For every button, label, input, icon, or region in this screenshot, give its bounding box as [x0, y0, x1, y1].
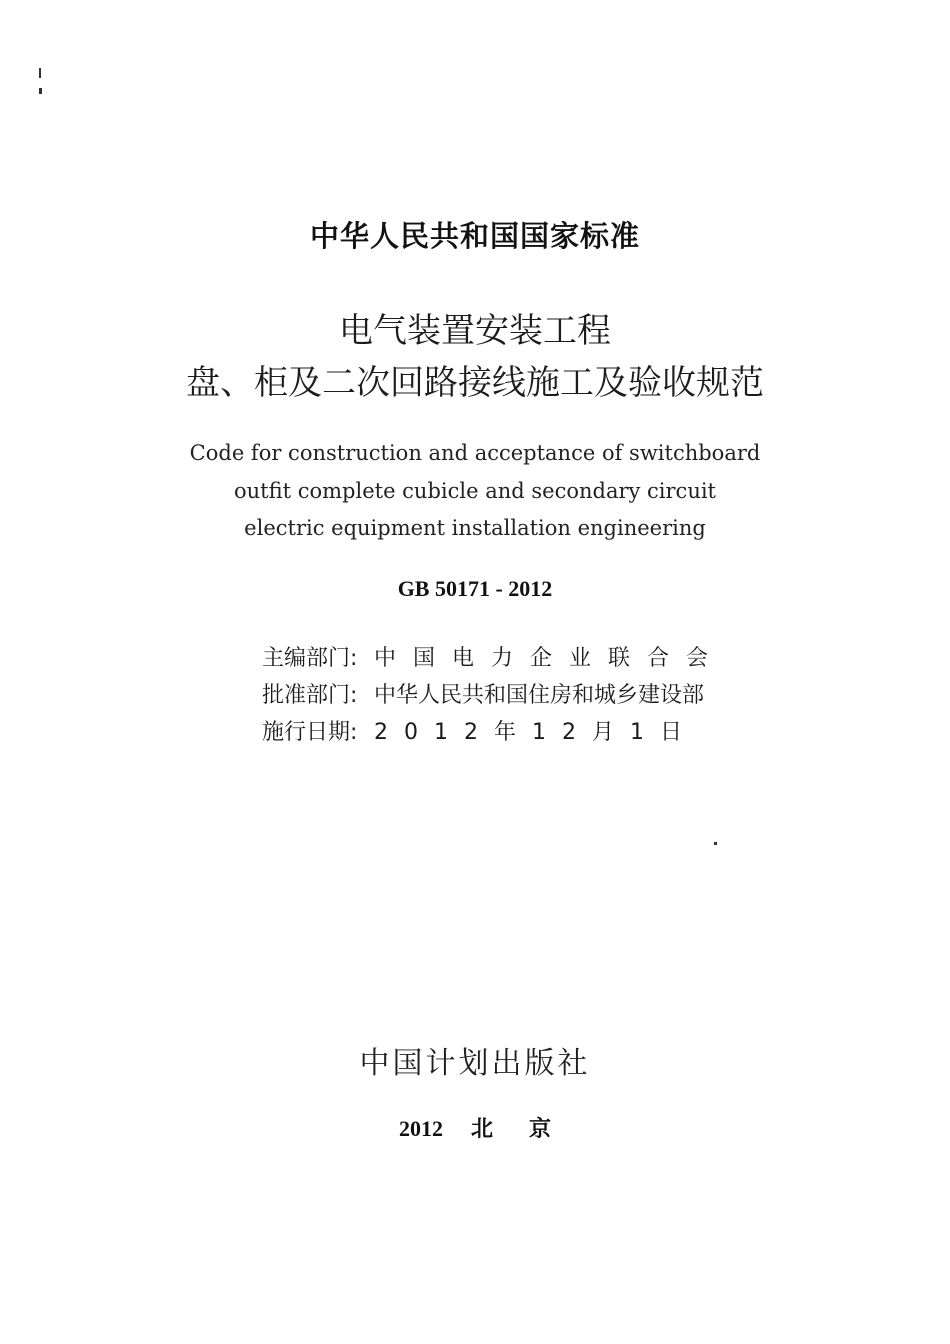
publisher-name: 中国计划出版社 [359, 1046, 591, 1081]
approver-row [262, 675, 744, 712]
publication-city-part-1: 北 [470, 1116, 493, 1141]
effective-date-label: 施行日期: [262, 720, 358, 745]
editor-value: 中国电力企业联合会 [374, 646, 726, 671]
effective-date-value: 2012年12月1日 [374, 720, 698, 745]
approver-value: 中华人民共和国住房和城乡建设部 [374, 683, 705, 708]
standard-code: GB 50171 - 2012 [397, 576, 553, 601]
publication-year: 2012 [398, 1116, 443, 1141]
scan-mark [714, 842, 717, 845]
metadata-block [262, 638, 744, 749]
document-title-line-2: 盘、柜及二次回路接线施工及验收规范 [186, 363, 764, 403]
publication-imprint [0, 1112, 950, 1143]
effective-date-row [262, 712, 744, 749]
scan-mark [39, 68, 41, 78]
national-standard-heading: 中华人民共和国国家标准 [309, 219, 640, 253]
editor-row [262, 638, 744, 675]
english-title-line-2: outfit complete cubicle and secondary circuit [234, 479, 716, 503]
approver-label: 批准部门: [262, 683, 358, 708]
english-title-line-3: electric equipment installation engineering [244, 516, 706, 540]
document-title-line-1: 电气装置安装工程 [339, 311, 611, 351]
publication-city-part-2: 京 [529, 1116, 552, 1141]
english-title-line-1: Code for construction and acceptance of switchboard [189, 441, 761, 465]
editor-label: 主编部门: [262, 646, 358, 671]
scan-mark [39, 88, 42, 94]
